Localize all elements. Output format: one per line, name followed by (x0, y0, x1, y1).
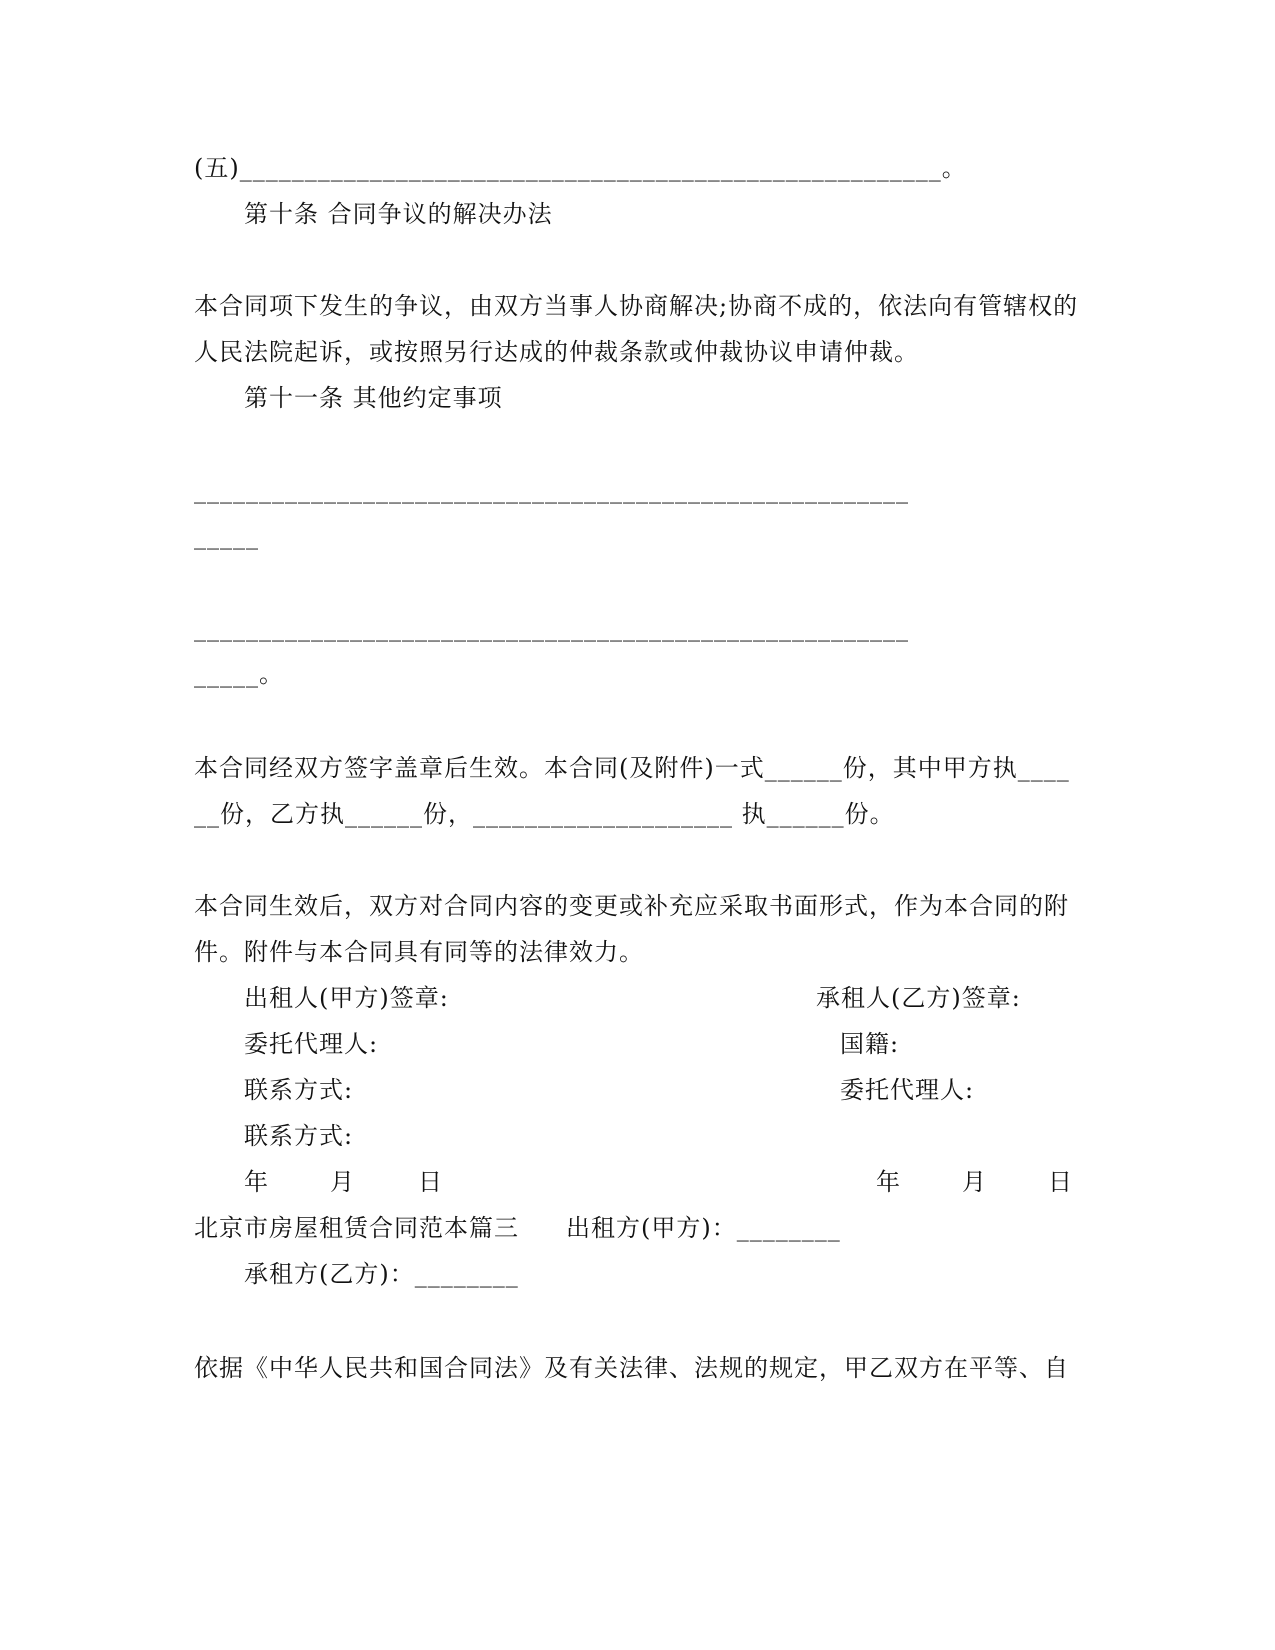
lessor-date-month: 月 (330, 1168, 355, 1196)
blank-line-1a: _______________________________________________________ (194, 476, 909, 504)
article-10-heading: 第十条 合同争议的解决办法 (244, 200, 553, 228)
effectiveness-line-2: __份，乙方执______份，____________________ 执______份。 (194, 800, 895, 828)
lessor-signature-label: 出租人(甲方)签章: (244, 984, 449, 1012)
lessor-date-day: 日 (418, 1168, 443, 1196)
item-5-end: 。 (941, 154, 967, 182)
item-5-line (194, 153, 967, 183)
lessee-contact-label: 联系方式: (244, 1122, 354, 1150)
item-5-blank: ______________________________________________________ (239, 154, 942, 182)
blank-line-1b: _____ (194, 522, 259, 550)
amendment-line-1: 本合同生效后，双方对合同内容的变更或补充应采取书面形式，作为本合同的附 (194, 892, 1069, 920)
lessee-agent-label: 委托代理人: (840, 1076, 975, 1104)
nationality-label: 国籍: (840, 1030, 900, 1058)
lessor-agent-label: 委托代理人: (244, 1030, 379, 1058)
lessee-date-month: 月 (962, 1168, 987, 1196)
next-lessee-label: 承租方(乙方)：________ (244, 1260, 519, 1288)
lessor-date-year: 年 (244, 1168, 269, 1196)
next-lessor-label: 出租方(甲方)：________ (566, 1214, 841, 1242)
effectiveness-line-1: 本合同经双方签字盖章后生效。本合同(及附件)一式______份，其中甲方执____ (194, 754, 1070, 782)
item-5-prefix: (五) (194, 154, 240, 182)
lessee-signature-label: 承租人(乙方)签章: (816, 984, 1021, 1012)
article-11-heading: 第十一条 其他约定事项 (244, 384, 503, 412)
next-intro-line: 依据《中华人民共和国合同法》及有关法律、法规的规定，甲乙双方在平等、自 (194, 1354, 1069, 1382)
amendment-line-2: 件。附件与本合同具有同等的法律效力。 (194, 938, 644, 966)
blank-line-2a: _______________________________________________________ (194, 614, 909, 642)
article-10-text-line-1: 本合同项下发生的争议，由双方当事人协商解决;协商不成的，依法向有管辖权的 (194, 292, 1079, 320)
lessee-date-year: 年 (876, 1168, 901, 1196)
lessor-contact-label: 联系方式: (244, 1076, 354, 1104)
lessee-date-day: 日 (1048, 1168, 1073, 1196)
blank-line-2b: _____。 (194, 660, 284, 688)
next-contract-title: 北京市房屋租赁合同范本篇三 (194, 1214, 519, 1242)
article-10-text-line-2: 人民法院起诉，或按照另行达成的仲裁条款或仲裁协议申请仲裁。 (194, 338, 919, 366)
